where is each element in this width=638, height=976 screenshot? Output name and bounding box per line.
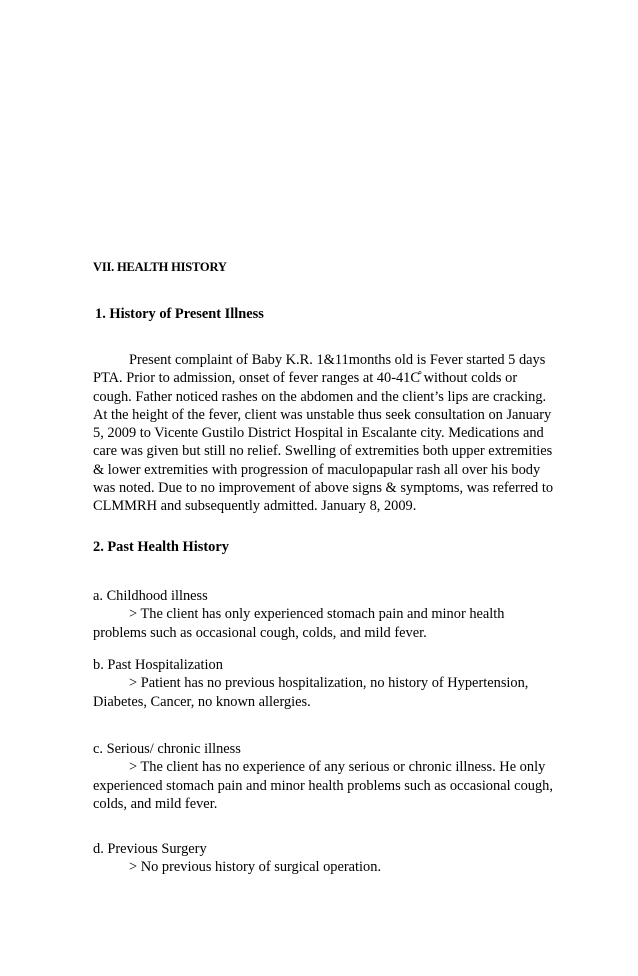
item-label: d. Previous Surgery [93, 841, 207, 857]
item-label: c. Serious/ chronic illness [93, 741, 241, 757]
past-history-item-surgery [93, 840, 553, 877]
past-history-item-hospitalization [93, 656, 553, 711]
item-text: > The client has only experienced stomach pain and minor health problems such as occasional cough, colds, and mild fever. [93, 606, 505, 641]
section-title: VII. HEALTH HISTORY [93, 260, 227, 274]
past-history-item-childhood [93, 587, 553, 642]
item-text: > No previous history of surgical operation. [129, 859, 382, 876]
item-label: b. Past Hospitalization [93, 657, 223, 673]
past-history-item-chronic [93, 740, 553, 813]
item-text: > The client has no experience of any serious or chronic illness. He only experienced stomach pain and minor health problems such as occasional cough, colds, and mild fever. [93, 759, 553, 812]
present-illness-heading: 1. History of Present Illness [95, 306, 264, 322]
item-label: a. Childhood illness [93, 588, 208, 604]
past-history-heading: 2. Past Health History [93, 539, 229, 555]
item-text: > Patient has no previous hospitalization, no history of Hypertension, Diabetes, Cancer, no known allergies. [93, 675, 529, 710]
present-illness-paragraph: Present complaint of Baby K.R. 1&11months old is Fever started 5 days PTA. Prior to admission, onset of fever ranges at 40-41C̊ without colds or cough. Father noticed rashes on the abdomen and the client’s lips are cracking. At the height of the fever, client was unstable thus seek consultation on January 5, 2009 to Vicente Gustilo District Hospital in Escalante city. Medications and care was given but still no relief. Swelling of extremities both upper extremities & lower extremities with progression of maculopapular rash all over his body was noted. Due to no improvement of above signs & symptoms, was referred to CLMMRH and subsequently admitted. January 8, 2009. [93, 352, 554, 515]
